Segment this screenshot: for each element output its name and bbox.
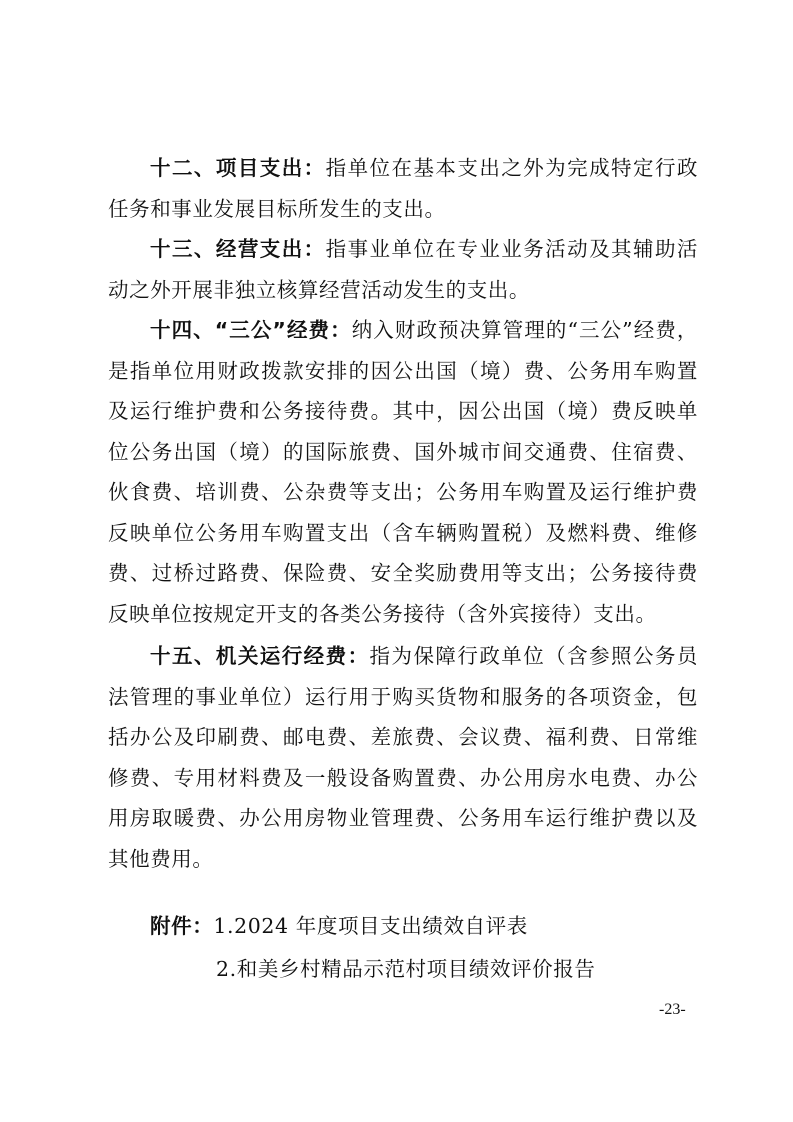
section-three-public-expenses <box>108 310 698 634</box>
attachment-item-2 <box>216 954 595 984</box>
section-project-expenditure <box>108 148 698 229</box>
attachments-label: 附件： <box>150 914 214 938</box>
page-number: -23- <box>659 1001 686 1018</box>
section-text: 纳入财政预决算管理的“三公”经费，是指单位用财政拨款安排的因公出国（境）费、公务用车购置及运行维护费和公务接待费。其中，因公出国（境）费反映单位公务出国（境）的国际旅费、国外城市间交通费、住宿费、伙食费、培训费、公杂费等支出；公务用车购置及运行维护费反映单位公务用车购置支出（含车辆购置税）及燃料费、维修费、过桥过路费、保险费、安全奖励费用等支出；公务接待费反映单位按规定开支的各类公务接待（含外宾接待）支出。 <box>108 318 698 626</box>
section-text: 指为保障行政单位（含参照公务员法管理的事业单位）运行用于购买货物和服务的各项资金，包括办公及印刷费、邮电费、差旅费、会议费、福利费、日常维修费、专用材料费及一般设备购置费、办公用房水电费、办公用房取暖费、办公用房物业管理费、公务用车运行维护费以及其他费用。 <box>108 644 699 871</box>
section-term: 十四、“三公”经费： <box>150 318 352 342</box>
section-term: 十二、项目支出： <box>150 156 326 180</box>
section-agency-operating-expenses <box>108 636 698 879</box>
attachment-text: 1.2024 年度项目支出绩效自评表 <box>213 914 528 938</box>
attachment-item-1 <box>150 911 528 941</box>
section-operating-expenditure <box>108 229 698 310</box>
section-term: 十五、机关运行经费： <box>150 644 370 668</box>
section-text: 指单位在基本支出之外为完成特定行政任务和事业发展目标所发生的支出。 <box>108 156 698 221</box>
attachment-text: 2.和美乡村精品示范村项目绩效评价报告 <box>216 957 596 981</box>
section-term: 十三、经营支出： <box>150 237 326 261</box>
section-text: 指事业单位在专业业务活动及其辅助活动之外开展非独立核算经营活动发生的支出。 <box>108 237 698 302</box>
